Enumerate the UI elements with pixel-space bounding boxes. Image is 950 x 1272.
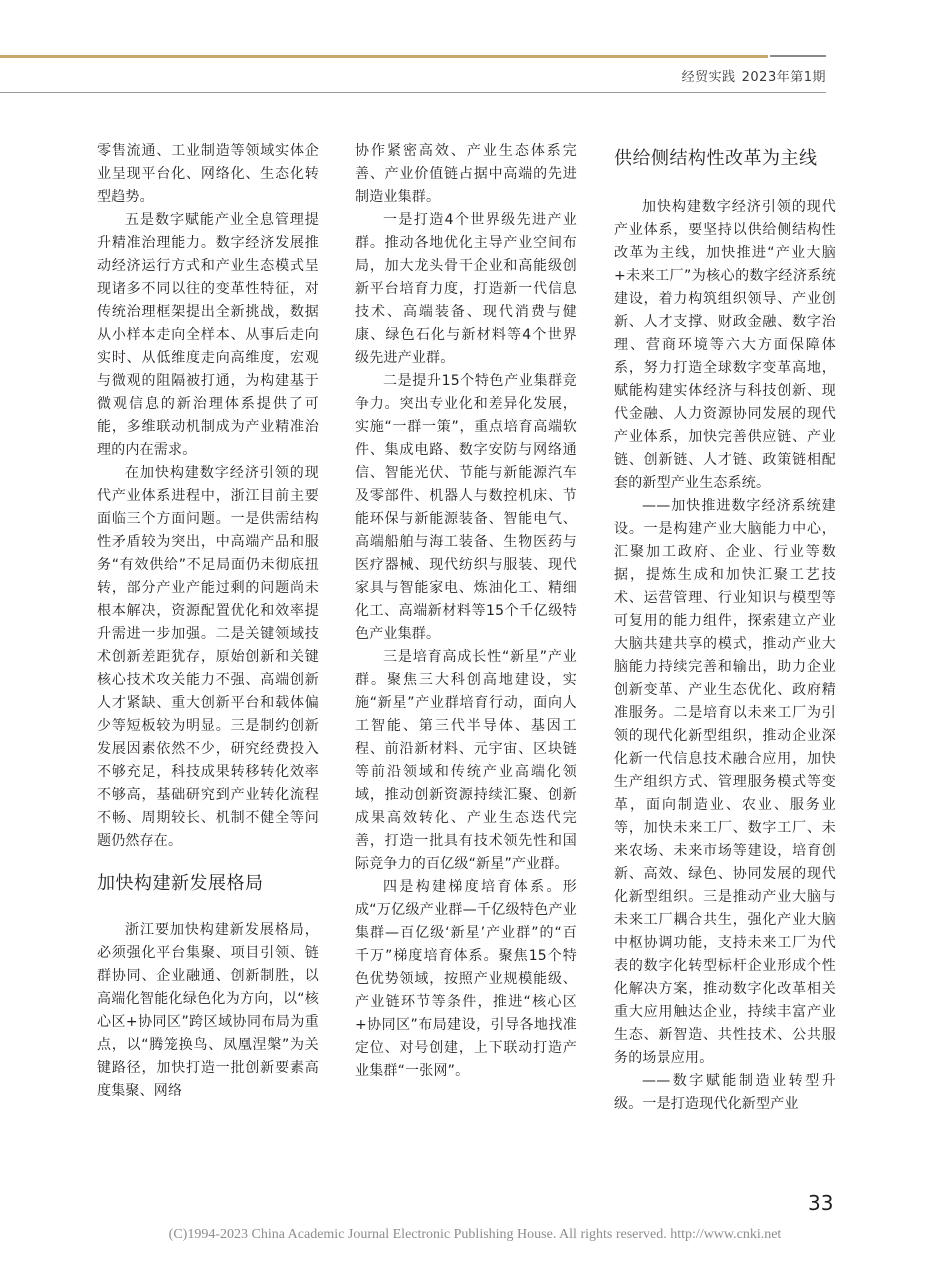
column-2 — [355, 140, 577, 1083]
column-3 — [614, 140, 836, 1116]
paragraph: ——加快推进数字经济系统建设。一是构建产业大脑能力中心，汇聚加工政府、企业、行业等数据，提炼生成和加快汇聚工艺技术、运营管理、行业知识与模型等可复用的能力组件，探索建立产业大脑共建共享的模式，推动产业大脑能力持续完善和输出，助力企业创新变革、产业生态优化、政府精准服务。二是培育以未来工厂为引领的现代化新型组织，推动企业深化新一代信息技术融合应用，加快生产组织方式、管理服务模式等变革，面向制造业、农业、服务业等，加快未来工厂、数字工厂、未来农场、未来市场等建设，培育创新、高效、绿色、协同发展的现代化新型组织。三是推动产业大脑与未来工厂耦合共生，强化产业大脑中枢协调功能，支持未来工厂为代表的数字化转型标杆企业形成个性化解决方案，推动数字化改革相关重大应用触达企业，持续丰富产业生态、新智造、共性技术、公共服务的场景应用。 — [614, 498, 836, 1066]
copyright-footer: (C)1994-2023 China Academic Journal Electronic Publishing House. All rights reserved. http://www.cnki.net — [168, 1227, 782, 1242]
header-rule-thin — [0, 92, 826, 93]
paragraph: ——数字赋能制造业转型升级。一是打造现代化新型产业 — [614, 1073, 836, 1112]
paragraph: 协作紧密高效、产业生态体系完善、产业价值链占据中高端的先进制造业集群。 — [355, 143, 577, 205]
paragraph: 三是培育高成长性“新星”产业群。聚焦三大科创高地建设，实施“新星”产业群培育行动，面向人工智能、第三代半导体、基因工程、前沿新材料、元宇宙、区块链等前沿领域和传统产业高端化领域，推动创新资源持续汇聚、创新成果高效转化、产业生态迭代完善，打造一批具有技术领先性和国际竞争力的百亿级“新星”产业群。 — [355, 649, 577, 872]
paragraph: 加快构建数字经济引领的现代产业体系，要坚持以供给侧结构性改革为主线，加快推进“产业大脑+未来工厂”为核心的数字经济系统建设，着力构筑组织领导、产业创新、人才支撑、财政金融、数字治理、营商环境等六大方面保障体系，努力打造全球数字变革高地，赋能构建实体经济与科技创新、现代金融、人力资源协同发展的现代产业体系，加快完善供应链、产业链、创新链、人才链、政策链相配套的新型产业生态系统。 — [614, 199, 836, 491]
paragraph: 一是打造4个世界级先进产业群。推动各地优化主导产业空间布局，加大龙头骨干企业和高能级创新平台培育力度，打造新一代信息技术、高端装备、现代消费与健康、绿色石化与新材料等4个世界级先进产业群。 — [355, 212, 577, 366]
paragraph: 四是构建梯度培育体系。形成“万亿级产业群—千亿级特色产业集群—百亿级‘新星’产业群”的“百千万”梯度培育体系。聚焦15个特色优势领域，按照产业规模能级、产业链环节等条件，推进“核心区+协同区”布局建设，引导各地找准定位、对号创建，上下联动打造产业集群“一张网”。 — [355, 879, 577, 1079]
header-rule-gold — [0, 55, 768, 58]
paragraph: 五是数字赋能产业全息管理提升精准治理能力。数字经济发展推动经济运行方式和产业生态模式呈现诸多不同以往的变革性特征，对传统治理框架提出全新挑战，数据从小样本走向全样本、从事后走向实时、从低维度走向高维度，宏观与微观的阻隔被打通，为构建基于微观信息的新治理体系提供了可能，多维联动机制成为产业精准治理的内在需求。 — [97, 212, 319, 458]
running-head — [676, 66, 826, 85]
section-heading: 加快构建新发展格局 — [97, 873, 264, 894]
journal-name: 经贸实践 — [681, 70, 736, 85]
paragraph: 浙江要加快构建新发展格局，必须强化平台集聚、项目引领、链群协同、企业融通、创新制胜，以高端化智能化绿色化为方向，以“核心区+协同区”跨区域协同布局为重点，以“腾笼换鸟、凤凰涅槃”为关键路径，加快打造一批创新要素高度集聚、网络 — [97, 922, 319, 1099]
paragraph: 零售流通、工业制造等领域实体企业呈现平台化、网络化、生态化转型趋势。 — [97, 143, 319, 205]
journal-issue: 2023年第1期 — [741, 70, 826, 85]
page-number: 33 — [808, 1191, 834, 1215]
column-1 — [97, 140, 319, 1103]
paragraph: 二是提升15个特色产业集群竞争力。突出专业化和差异化发展，实施“一群一策”，重点培育高端软件、集成电路、数字安防与网络通信、智能光伏、节能与新能源汽车及零部件、机器人与数控机床、节能环保与新能源装备、智能电气、高端船舶与海工装备、生物医药与医疗器械、现代纺织与服装、现代家具与智能家电、炼油化工、精细化工、高端新材料等15个千亿级特色产业集群。 — [355, 373, 577, 642]
header-rule-dark — [770, 55, 826, 57]
section-heading: 供给侧结构性改革为主线 — [614, 148, 818, 169]
paragraph: 在加快构建数字经济引领的现代产业体系进程中，浙江目前主要面临三个方面问题。一是供需结构性矛盾较为突出，中高端产品和服务“有效供给”不足局面仍未彻底扭转，部分产业产能过剩的问题尚未根本解决，资源配置优化和效率提升需进一步加强。二是关键领域技术创新差距犹存，原始创新和关键核心技术攻关能力不强、高端创新人才紧缺、重大创新平台和载体偏少等短板较为明显。三是制约创新发展因素依然不少，研究经费投入不够充足，科技成果转移转化效率不够高，基础研究到产业转化流程不畅、周期较长、机制不健全等问题仍然存在。 — [97, 465, 319, 849]
